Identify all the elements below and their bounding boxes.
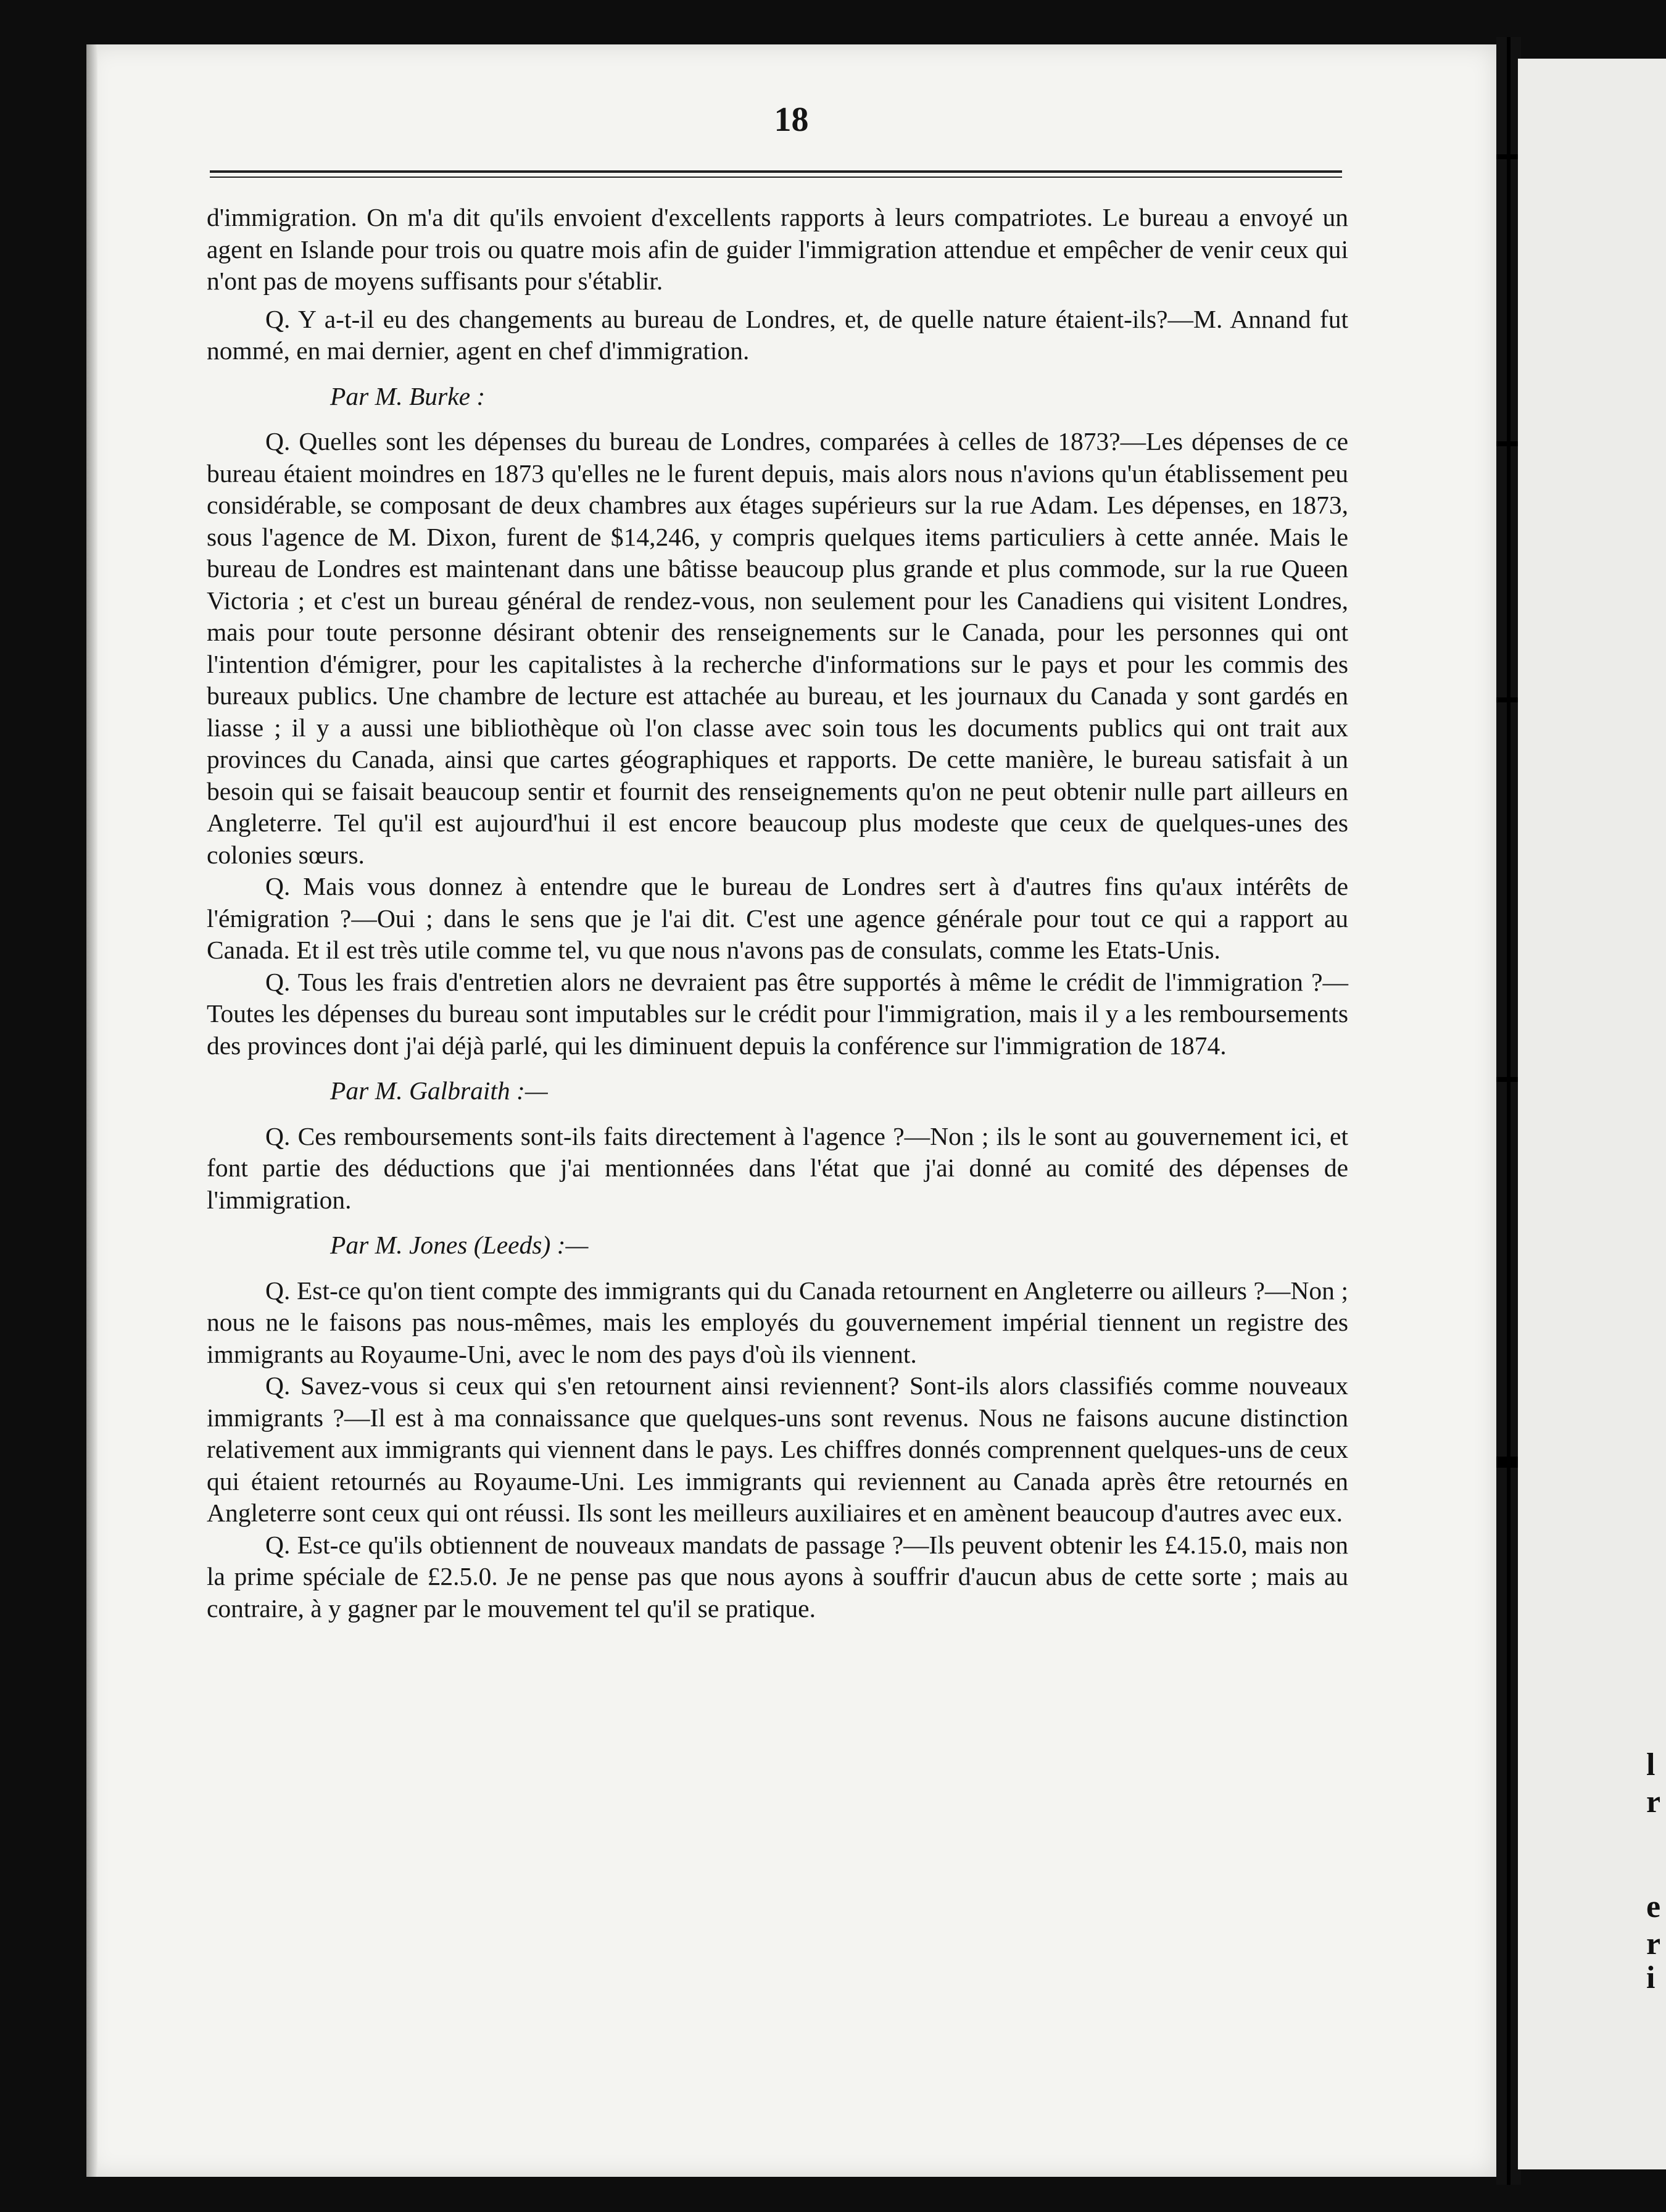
speaker-heading: Par M. Jones (Leeds) :— [330,1231,589,1259]
adjacent-page-fragment: i [1646,1960,1656,1995]
question-paragraph: Q. Tous les frais d'entretien alors ne devraient pas être supportés à même le crédit de l'immigration ?—Toutes les dépenses du bureau sont imputables sur le crédit pour l'immigration, mais il y a les remboursements des provinces dont j'ai déjà parlé, qui les diminuent depuis la conférence sur l'immigration de 1874. [207,967,1348,1060]
speaker-heading: Par M. Burke : [330,381,486,410]
adjacent-page-fragment: r [1646,1784,1661,1819]
page-number: 18 [774,101,809,139]
document-body [207,202,1348,1624]
adjacent-page-fragment: r [1646,1926,1661,1961]
speaker-heading: Par M. Galbraith :— [330,1076,548,1105]
question-paragraph: Q. Est-ce qu'ils obtiennent de nouveaux mandats de passage ?—Ils peuvent obtenir les £4.15.0, mais non la prime spéciale de £2.5.0. Je ne pense pas que nous ayons à souffrir d'aucun abus de cette sorte ; mais au contraire, à y gagner par le mouvement tel qu'il se pratique. [207,1530,1348,1623]
header-rule [210,170,1342,173]
document-page [86,44,1496,2177]
paragraph: d'immigration. On m'a dit qu'ils envoient d'excellents rapports à leurs compatriotes. Le bureau a envoyé un agent en Islande pour trois ou quatre mois afin de guider l'immigration attendue et empêcher de venir ceux qui n'ont pas de moyens suffisants pour s'établir. [207,203,1348,295]
question-paragraph: Q. Y a-t-il eu des changements au bureau de Londres, et, de quelle nature étaient-ils?—M. Annand fut nommé, en mai dernier, agent en chef d'immigration. [207,304,1348,365]
question-paragraph: Q. Savez-vous si ceux qui s'en retournent ainsi reviennent? Sont-ils alors classifiés comme nouveaux immigrants ?—Il est à ma connaissance que quelques-uns sont revenus. Nous ne faisons aucune distinction relativement aux immigrants qui viennent dans le pays. Les chiffres donnés comprennent quelques-uns de ceux qui étaient retournés au Royaume-Uni. Les immigrants qui reviennent au Canada après être retournés en Angleterre sont ceux qui ont réussi. Ils sont les meilleurs auxiliaires et en amènent beaucoup d'autres avec eux. [207,1371,1348,1527]
question-paragraph: Q. Quelles sont les dépenses du bureau de Londres, comparées à celles de 1873?—Les dépenses de ce bureau étaient moindres en 1873 qu'elles ne le furent depuis, mais alors nous n'avions qu'un établissement peu considérable, se composant de deux chambres aux étages supérieurs sur la rue Adam. Les dépenses, en 1873, sous l'agence de M. Dixon, furent de $14,246, y compris quelques items particuliers à cette année. Mais le bureau de Londres est maintenant dans une bâtisse beaucoup plus grande et plus commode, sur la rue Queen Victoria ; et c'est un bureau général de rendez-vous, non seulement pour les Canadiens qui visitent Londres, mais pour toute personne désirant obtenir des renseignements sur le Canada, pour les personnes qui ont l'intention d'émigrer, pour les capitalistes à la recherche d'informations sur le pays et pour les commis des bureaux publics. Une chambre de lecture est attachée au bureau, et les journaux du Canada y sont gardés en liasse ; il y a aussi une bibliothèque où l'on classe avec soin tous les documents publics qui ont trait aux provinces du Canada, ainsi que cartes géographiques et rapports. De cette manière, le bureau satisfait à un besoin qui se faisait beaucoup sentir et fournit des renseignements qu'on ne peut obtenir nulle part ailleurs en Angleterre. Tel qu'il est aujourd'hui il est encore beaucoup plus modeste que ceux de quelques-unes des colonies sœurs. [207,427,1348,869]
question-paragraph: Q. Ces remboursements sont-ils faits directement à l'agence ?—Non ; ils le sont au gouvernement ici, et font partie des déductions que j'ai mentionnées dans l'état que j'ai donné au comité des dépenses de l'immigration. [207,1121,1348,1214]
adjacent-page-edge [1518,59,1666,2169]
page-edge-shadow [86,44,97,2177]
question-paragraph: Q. Mais vous donnez à entendre que le bureau de Londres sert à d'autres fins qu'aux intérêts de l'émigration ?—Oui ; dans le sens que je l'ai dit. C'est une agence générale pour tout ce qui a rapport au Canada. Et il est très utile comme tel, vu que nous n'avons pas de consulats, comme les Etats-Unis. [207,872,1348,964]
adjacent-page-fragment: e [1646,1889,1661,1924]
binding-thread [1507,37,1511,2185]
adjacent-page-fragment: l [1646,1747,1656,1782]
question-paragraph: Q. Est-ce qu'on tient compte des immigrants qui du Canada retournent en Angleterre ou ailleurs ?—Non ; nous ne le faisons pas nous-mêmes, mais les employés du gouvernement impérial tiennent un registre des immigrants au Royaume-Uni, avec le nom des pays d'où ils viennent. [207,1276,1348,1368]
header-rule [210,177,1342,178]
